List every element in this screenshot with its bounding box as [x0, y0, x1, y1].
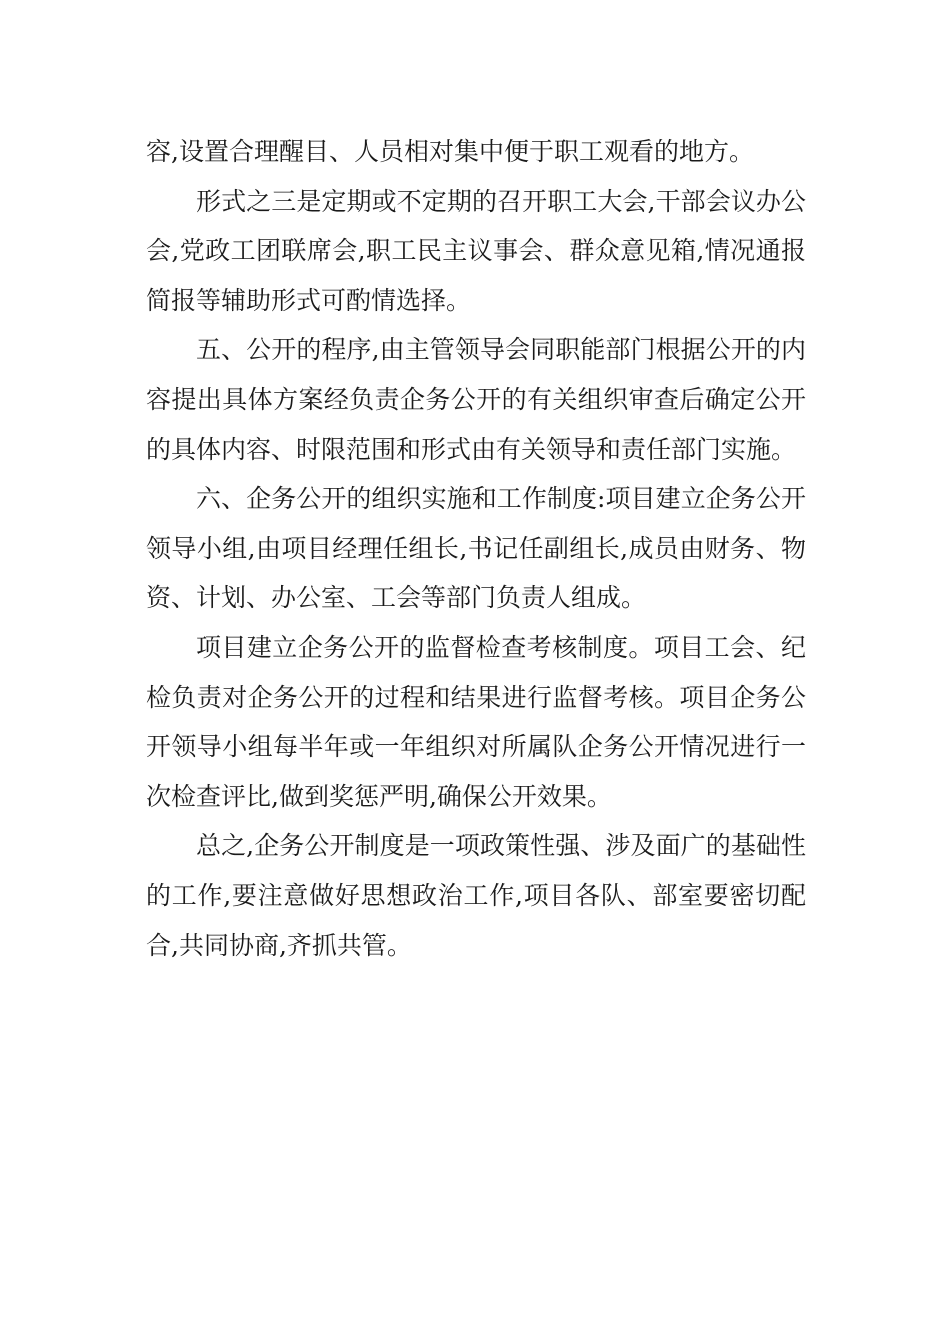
- paragraph-supervision: 项目建立企务公开的监督检查考核制度。项目工会、纪检负责对企务公开的过程和结果进行监督考核。项目企务公开领导小组每半年或一年组织对所属队企务公开情况进行一次检查评比,做到奖惩严明,确保公开效果。: [146, 632, 806, 811]
- paragraph-conclusion: 总之,企务公开制度是一项政策性强、涉及面广的基础性的工作,要注意做好思想政治工作,项目各队、部室要密切配合,共同协商,齐抓共管。: [146, 831, 806, 960]
- paragraph-organization: 六、企务公开的组织实施和工作制度:项目建立企务公开领导小组,由项目经理任组长,书记任副组长,成员由财务、物资、计划、办公室、工会等部门负责人组成。: [146, 484, 806, 613]
- document-page: [146, 127, 806, 970]
- paragraph-procedure: 五、公开的程序,由主管领导会同职能部门根据公开的内容提出具体方案经负责企务公开的有关组织审查后确定公开的具体内容、时限范围和形式由有关领导和责任部门实施。: [146, 335, 806, 464]
- paragraph-continuation: 容,设置合理醒目、人员相对集中便于职工观看的地方。: [146, 137, 754, 166]
- paragraph-forms: 形式之三是定期或不定期的召开职工大会,干部会议办公会,党政工团联席会,职工民主议事会、群众意见箱,情况通报简报等辅助形式可酌情选择。: [146, 186, 806, 315]
